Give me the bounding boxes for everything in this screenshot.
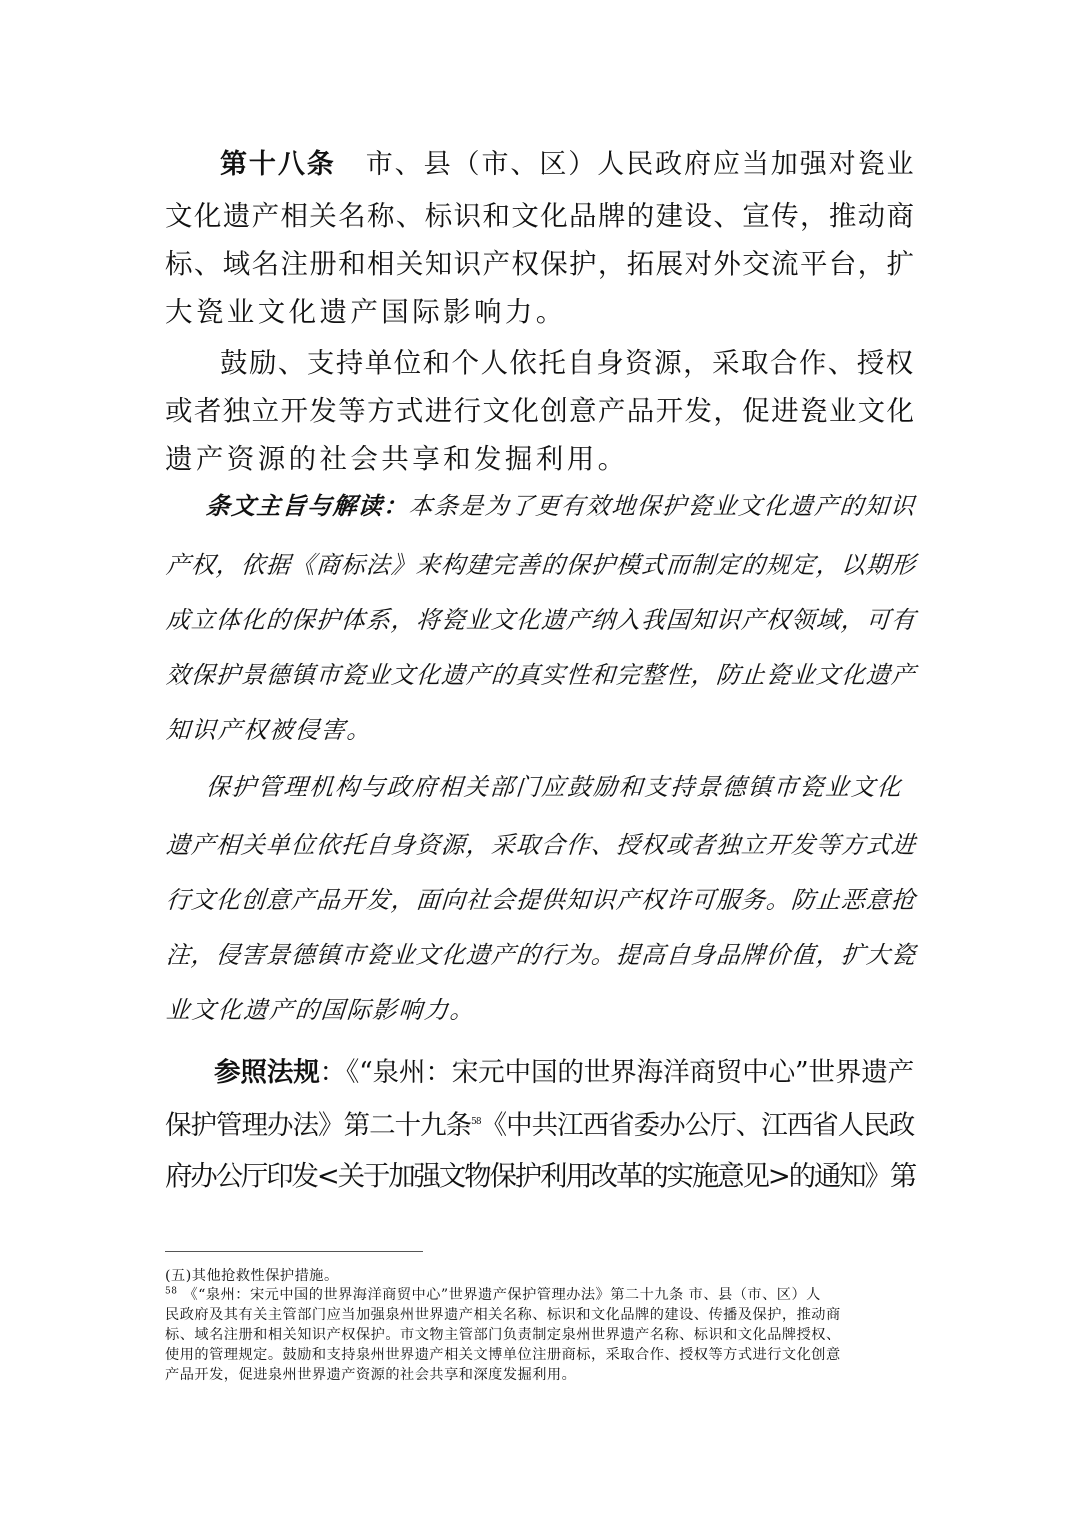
article-heading: 第十八条	[220, 149, 336, 180]
footnote-58-line: $^{58}$ 《“泉州：宋元中国的世界海洋商贸中心”世界遗产保护管理办法》第二十九条 市、县（市、区）人	[165, 1286, 821, 1303]
references-text: 《“泉州：宋元中国的世界海洋商贸中心”世界遗产	[346, 1057, 914, 1088]
article-text-line: 或者独立开发等方式进行文化创意产品开发，促进瓷业文化	[165, 395, 916, 427]
interpretation-text-line: 遗产相关单位依托自身资源，采取合作、授权或者独立开发等方式进	[165, 831, 918, 859]
interpretation-text-line: 知识产权被侵害。	[165, 716, 374, 744]
footnote-58-line: 民政府及其有关主管部门应当加强泉州世界遗产相关名称、标识和文化品牌的建设、传播及保护，推动商	[165, 1307, 841, 1323]
interpretation-text-line: 成立体化的保护体系，将瓷业文化遗产纳入我国知识产权领域，可有	[165, 606, 918, 634]
footnote-58-line: 使用的管理规定。鼓励和支持泉州世界遗产相关文博单位注册商标，采取合作、授权等方式进行文化创意	[165, 1347, 841, 1363]
article-text-line: 文化遗产相关名称、标识和文化品牌的建设、宣传，推动商	[165, 200, 916, 232]
references-label: 参照法规	[214, 1057, 320, 1088]
references-text-line: 府办公厅印发<关于加强文物保护利用改革的实施意见>的通知》第	[165, 1160, 916, 1192]
footnote-ref-58[interactable]: 58	[471, 1117, 481, 1128]
footnote-58-line: 标、域名注册和相关知识产权保护。市文物主管部门负责制定泉州世界遗产名称、标识和文化品牌授权、	[165, 1327, 841, 1343]
article-text-line: 遗产资源的社会共享和发掘利用。	[165, 443, 629, 475]
footnote-carryover: (五)其他抢救性保护措施。	[165, 1268, 339, 1284]
interpretation-text: 本条是为了更有效地保护瓷业文化遗产的知识	[407, 492, 917, 520]
article-text-line: 标、域名注册和相关知识产权保护，拓展对外交流平台，扩	[165, 248, 916, 280]
interpretation-text-line: 注，侵害景德镇市瓷业文化遗产的行为。提高自身品牌价值，扩大瓷	[165, 941, 918, 969]
interpretation-text-line: 产权，依据《商标法》来构建完善的保护模式而制定的规定，以期形	[165, 551, 918, 579]
article-text: 市、县（市、区）人民政府应当加强对瓷业	[365, 149, 916, 180]
article-first-line	[220, 142, 915, 181]
references-text-line: 保护管理办法》第二十九条$^{58}$《中共江西省委办公厅、江西省人民政	[165, 1110, 915, 1141]
footnote-number: 58	[165, 1286, 178, 1297]
interpretation-label: 条文主旨与解读	[205, 492, 385, 520]
references-first-line: 参照法规：《“泉州：宋元中国的世界海洋商贸中心”世界遗产	[214, 1057, 914, 1088]
footnote-58-line: 产品开发，促进泉州世界遗产资源的社会共享和深度发掘利用。	[165, 1367, 577, 1383]
article-text-line: 鼓励、支持单位和个人依托自身资源，采取合作、授权	[220, 347, 915, 379]
interpretation-text-line: 业文化遗产的国际影响力。	[165, 996, 477, 1024]
footnote-separator	[165, 1251, 423, 1252]
interpretation-first-line: 条文主旨与解读：本条是为了更有效地保护瓷业文化遗产的知识	[205, 492, 917, 520]
interpretation-text-line: 效保护景德镇市瓷业文化遗产的真实性和完整性，防止瓷业文化遗产	[165, 661, 918, 689]
interpretation-text-line: 保护管理机构与政府相关部门应鼓励和支持景德镇市瓷业文化	[205, 773, 904, 801]
interpretation-text-line: 行文化创意产品开发，面向社会提供知识产权许可服务。防止恶意抢	[165, 886, 918, 914]
article-text-line: 大瓷业文化遗产国际影响力。	[165, 296, 567, 328]
